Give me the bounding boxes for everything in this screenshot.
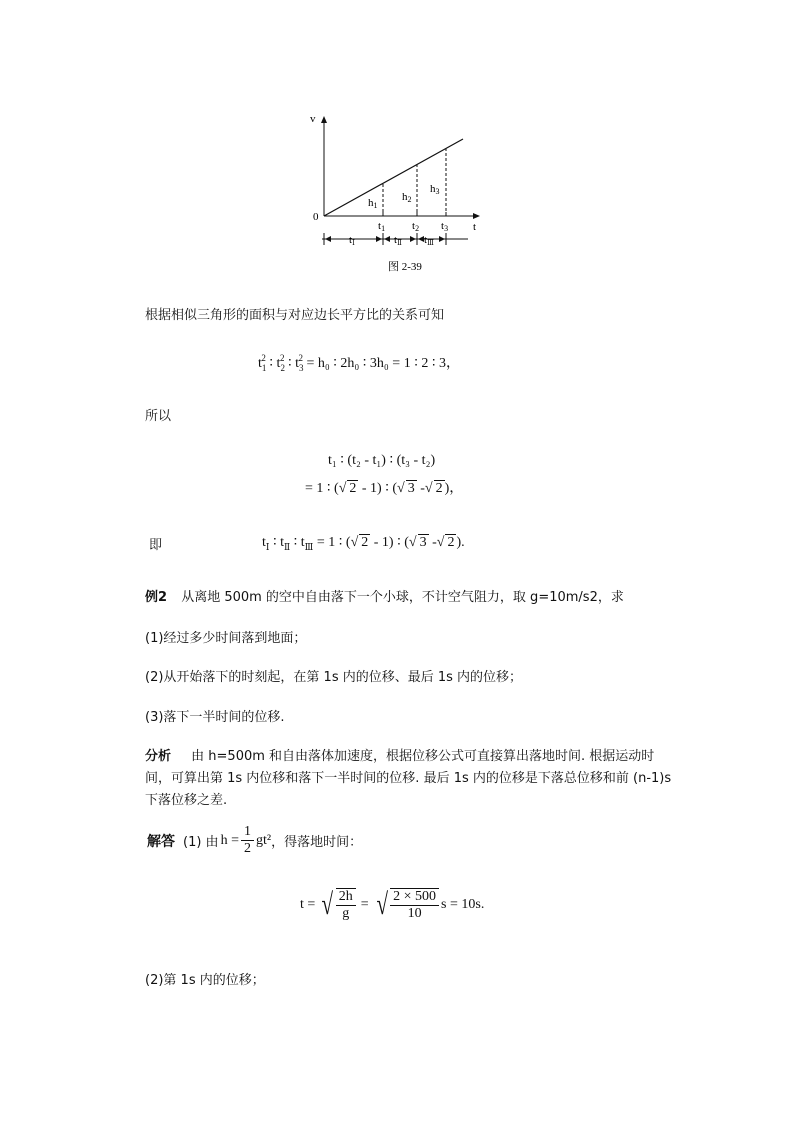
label-h3: h3: [430, 183, 440, 196]
example2-heading: [145, 586, 624, 605]
label-tIII: tⅢ: [424, 234, 434, 247]
label-tI: tⅠ: [349, 234, 355, 247]
label-v: v: [310, 113, 316, 125]
text-so: 所以: [145, 409, 172, 424]
example2-label: 例2: [145, 590, 168, 605]
arrow-right-t2: [410, 236, 416, 242]
label-t2: t2: [412, 220, 420, 233]
arrow-left-0: [325, 236, 331, 242]
t-axis-arrow: [473, 213, 480, 219]
answer-part-2: (2)第 1s 内的位移；: [145, 973, 265, 988]
answer-label: 解答: [147, 833, 175, 850]
velocity-line: [324, 139, 463, 216]
equation-ratio-line1: t₁ ∶ (t₂ - t₁) ∶ (t₃ - t₂): [328, 453, 436, 468]
analysis-line-1: 分析 由 h=500m 和自由落体加速度，根据位移公式可直接算出落地时间. 根据运动时: [145, 749, 655, 764]
formula-fall-time: t = √ $\frac{2h}{g}$ = √ $\frac{2 \times 500}{10}$ s = 10s.: [300, 888, 485, 921]
analysis-label: 分析: [145, 749, 172, 764]
label-t3: t3: [441, 220, 449, 233]
equation-ratio-squares: $t_1^2$ ∶ $t_2^2$ ∶ $t_3^2 = h_0$ ∶ 2h₀ ∶ 3h₀ = 1 ∶ 2 ∶ 3，: [258, 353, 460, 373]
paragraph-similar-triangles: 根据相似三角形的面积与对应边长平方比的关系可知: [145, 308, 445, 323]
equation-interval-ratio: $t_Ⅰ$ ∶ $t_Ⅱ$ ∶ $t_Ⅲ = 1$ ∶ (√ 2 - 1) ∶ (√ 3 -√ 2 ).: [262, 535, 465, 552]
figure-caption: 图 2-39: [388, 261, 422, 273]
arrow-right-t1: [376, 236, 382, 242]
text-ji: 即: [149, 538, 163, 553]
arrow-right-t3: [439, 236, 445, 242]
question-2: (2)从开始落下的时刻起，在第 1s 内的位移、最后 1s 内的位移；: [145, 670, 523, 685]
velocity-time-figure: [300, 108, 500, 278]
arrow-left-t1: [384, 236, 390, 242]
label-t1: t1: [378, 220, 386, 233]
equation-ratio-line2: = 1 ∶ (√ 2 - 1) ∶ (√ 3 -√ 2 )，: [305, 481, 464, 496]
formula-h-half-gt2: h = $\frac{1}{2}$ gt²: [220, 824, 272, 856]
label-origin: 0: [313, 211, 319, 223]
analysis-line-3: 下落位移之差.: [145, 793, 228, 808]
question-3: (3)落下一半时间的位移.: [145, 710, 285, 725]
label-t: t: [473, 221, 477, 233]
v-axis-arrow: [321, 116, 327, 123]
label-h2: h2: [402, 191, 412, 204]
answer-line-1: 解答 (1) 由 h = $\frac{1}{2}$ gt² ，得落地时间：: [147, 824, 363, 856]
label-h1: h1: [368, 197, 378, 210]
label-tII: tⅡ: [394, 234, 402, 247]
analysis-line-2: 间，可算出第 1s 内位移和落下一半时间的位移. 最后 1s 内的位移是下落总位移和前 (n-1)s: [145, 771, 672, 786]
question-1: (1)经过多少时间落到地面；: [145, 631, 307, 646]
example2-text: 从离地 500m 的空中自由落下一个小球，不计空气阻力，取 g=10m/s2，求: [181, 590, 624, 605]
